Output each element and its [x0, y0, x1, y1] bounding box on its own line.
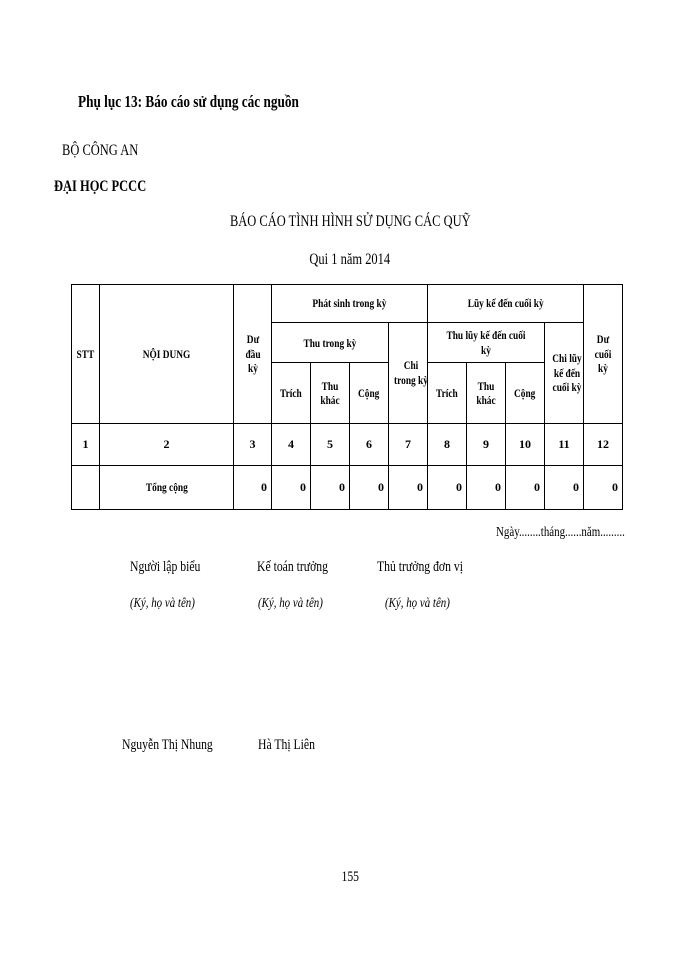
preparer-title: Người lập biểu [130, 559, 201, 575]
column-number: 2 [100, 423, 234, 465]
total-cell: 0 [311, 465, 350, 509]
column-number: 8 [428, 423, 467, 465]
chief-accountant-sign-note: (Ký, họ và tên) [258, 596, 323, 611]
header-cumulative-revenue: Thu lũy kế đến cuối kỳ [428, 323, 545, 363]
total-cell: 0 [350, 465, 389, 509]
total-cell: 0 [234, 465, 272, 509]
fund-usage-table [71, 284, 623, 510]
header-extract: Trích [272, 363, 311, 423]
total-cell: 0 [545, 465, 584, 509]
total-cell: 0 [506, 465, 545, 509]
header-closing-balance: Dư cuối kỳ [584, 285, 623, 424]
column-number: 7 [389, 423, 428, 465]
unit-head-title: Thủ trưởng đơn vị [377, 559, 463, 575]
header-revenue-in-period: Thu trong kỳ [272, 323, 389, 363]
column-number: 5 [311, 423, 350, 465]
ministry-name: BỘ CÔNG AN [62, 142, 139, 159]
column-number: 3 [234, 423, 272, 465]
column-number: 11 [545, 423, 584, 465]
school-name: ĐẠI HỌC PCCC [54, 178, 147, 195]
column-number: 10 [506, 423, 545, 465]
total-row-stt [72, 465, 100, 509]
header-opening-balance: Dư đầu kỳ [234, 285, 272, 424]
header-row-1 [72, 285, 623, 323]
total-cell: 0 [272, 465, 311, 509]
total-cell: 0 [584, 465, 623, 509]
header-arising-in-period: Phát sinh trong kỳ [272, 285, 428, 323]
appendix-title: Phụ lục 13: Báo cáo sử dụng các nguồn [78, 92, 299, 111]
chief-accountant-title: Kế toán trưởng [257, 559, 329, 575]
header-total: Cộng [350, 363, 389, 423]
total-cell: 0 [389, 465, 428, 509]
unit-head-sign-note: (Ký, họ và tên) [385, 596, 450, 611]
header-spent-in-period: Chi trong kỳ [389, 323, 428, 423]
total-row-label: Tổng cộng [100, 465, 234, 509]
column-number: 1 [72, 423, 100, 465]
report-title: BÁO CÁO TÌNH HÌNH SỬ DỤNG CÁC QUỸ [229, 213, 471, 230]
column-number: 6 [350, 423, 389, 465]
page-number: 155 [341, 869, 359, 885]
header-extract-cumulative: Trích [428, 363, 467, 423]
header-cumulative-spent: Chi lũy kế đến cuối kỳ [545, 323, 584, 423]
header-other-revenue: Thu khác [311, 363, 350, 423]
header-content: NỘI DUNG [100, 285, 234, 424]
total-cell: 0 [467, 465, 506, 509]
date-line: Ngày........tháng......năm......... [496, 525, 625, 540]
preparer-sign-note: (Ký, họ và tên) [130, 596, 195, 611]
header-stt: STT [72, 285, 100, 424]
header-other-revenue-cumulative: Thu khác [467, 363, 506, 423]
report-period: Qui 1 năm 2014 [309, 251, 391, 268]
header-total-cumulative: Cộng [506, 363, 545, 423]
column-number-row [72, 423, 623, 465]
preparer-name: Nguyễn Thị Nhung [122, 737, 213, 753]
total-cell: 0 [428, 465, 467, 509]
header-cumulative: Lũy kế đến cuối kỳ [428, 285, 584, 323]
total-row [72, 465, 623, 509]
column-number: 9 [467, 423, 506, 465]
chief-accountant-name: Hà Thị Liên [258, 737, 315, 753]
column-number: 12 [584, 423, 623, 465]
column-number: 4 [272, 423, 311, 465]
